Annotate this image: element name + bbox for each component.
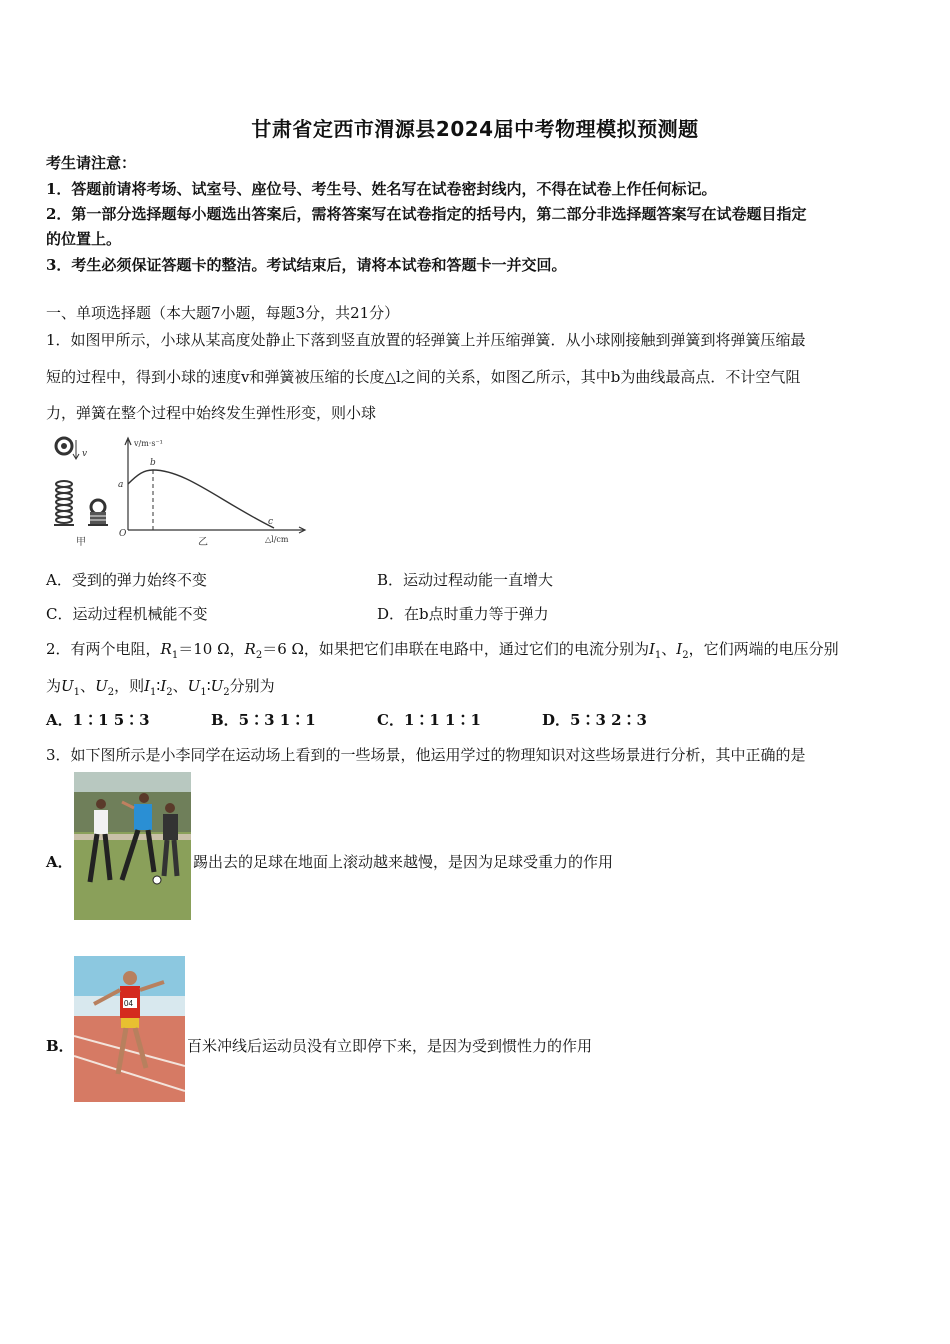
ratio-i2-subscript: 2 (166, 687, 173, 698)
q3-option-a-text[interactable]: 踢出去的足球在地面上滚动越来越慢，是因为足球受重力的作用 (193, 853, 614, 871)
ball-icon (56, 438, 72, 454)
point-a-label: a (118, 480, 124, 490)
q1-figure (46, 432, 316, 552)
ratio-u2-symbol: U (210, 677, 224, 695)
ratio-i1-symbol: I (144, 677, 151, 695)
sprinter-photo (74, 956, 185, 1102)
ratio-i1-subscript: 1 (150, 687, 157, 698)
q2-option-c[interactable]: C．1∶1 1∶1 (377, 711, 481, 729)
r1-subscript: 1 (171, 650, 179, 661)
q2-line2-mid: ，则 (114, 677, 145, 695)
u2-subscript: 2 (107, 687, 115, 698)
figure-yi-caption: 乙 (198, 537, 208, 548)
q3-option-b-label[interactable]: B． (46, 1037, 74, 1055)
notice-item-3: 3．考生必须保证答题卡的整洁。考试结束后，请将本试卷和答题卡一并交回。 (46, 256, 567, 274)
q1-line-3: 力，弹簧在整个过程中始终发生弹性形变，则小球 (46, 404, 377, 422)
q2-prefix: 2．有两个电阻， (46, 640, 161, 658)
soccer-photo (74, 772, 191, 920)
ratio-u1-subscript: 1 (200, 687, 207, 698)
notice-item-1: 1．答题前请将考场、试室号、座位号、考生号、姓名写在试卷密封线内，不得在试卷上作任何标记。 (46, 180, 717, 198)
point-c-label: c (268, 517, 274, 527)
notice-item-2: 2．第一部分选择题每小题选出答案后，需将答案写在试卷指定的括号内，第二部分非选择题答案写在试卷题目指定 (46, 205, 807, 223)
q1-line-2: 短的过程中，得到小球的速度v和弹簧被压缩的长度△l之间的关系，如图乙所示，其中b为曲线最高点．不计空气阻 (46, 368, 801, 386)
q3-option-a-label[interactable]: A． (46, 853, 73, 871)
q3-option-b-text[interactable]: 百米冲线后运动员没有立即停下来，是因为受到惯性力的作用 (187, 1037, 593, 1055)
ratio-u2-subscript: 2 (223, 687, 230, 698)
notice-heading: 考生请注意： (46, 154, 137, 172)
q1-option-d[interactable]: D．在b点时重力等于弹力 (377, 605, 549, 623)
q2-line-1 (46, 638, 839, 661)
r2-value: ＝6 Ω，如果把它们串联在电路中，通过它们的电流分别为 (262, 640, 649, 658)
q2-line2-suffix: 分别为 (229, 677, 275, 695)
q2-option-d[interactable]: D．5∶3 2∶3 (542, 711, 647, 729)
q2-line-2 (46, 675, 275, 698)
q1-option-c[interactable]: C．运动过程机械能不变 (46, 605, 208, 623)
q1-option-b[interactable]: B．运动过程动能一直增大 (377, 571, 554, 589)
ratio-i2-symbol: I (160, 677, 167, 695)
q2-separator-2: 、 (80, 677, 96, 695)
velocity-label: v (82, 449, 88, 459)
i2-subscript: 2 (682, 650, 689, 661)
ratio-colon-2: ∶ (206, 677, 211, 695)
q2-separator-3: 、 (172, 677, 188, 695)
ratio-u1-symbol: U (187, 677, 201, 695)
r1-value: ＝10 Ω， (178, 640, 245, 658)
i1-subscript: 1 (654, 650, 662, 661)
soccer-ball-icon (153, 876, 161, 884)
q2-option-b[interactable]: B．5∶3 1∶1 (211, 711, 316, 729)
velocity-curve (128, 470, 274, 528)
ratio-colon-1: ∶ (156, 677, 161, 695)
point-b-label: b (150, 458, 156, 468)
notice-item-2-cont: 的位置上。 (46, 230, 122, 248)
u1-subscript: 1 (73, 687, 81, 698)
i1-symbol: I (648, 640, 655, 658)
r2-subscript: 2 (255, 650, 263, 661)
compressed-spring-icon (88, 500, 108, 525)
origin-label: O (119, 529, 127, 539)
q1-option-a[interactable]: A．受到的弹力始终不变 (46, 571, 207, 589)
q1-line-1: 1．如图甲所示，小球从某高度处静止下落到竖直放置的轻弹簧上并压缩弹簧．从小球刚接触到弹簧到将弹簧压缩最 (46, 331, 806, 349)
spring-icon (54, 481, 74, 525)
u2-symbol: U (95, 677, 108, 695)
q2-line1-suffix: ，它们两端的电压分别 (688, 640, 839, 658)
q3-stem: 3．如下图所示是小李同学在运动场上看到的一些场景，他运用学过的物理知识对这些场景进行分析，其中正确的是 (46, 746, 806, 764)
bib-number: 04 (124, 999, 133, 1008)
figure-jia-caption: 甲 (76, 537, 86, 548)
q2-line2-prefix: 为 (46, 677, 62, 695)
page-title: 甘肃省定西市渭源县2024届中考物理模拟预测题 (251, 117, 699, 141)
x-axis-label: △l/cm (265, 535, 289, 544)
i2-symbol: I (676, 640, 683, 658)
section-heading: 一、单项选择题（本大题7小题，每题3分，共21分） (46, 304, 400, 322)
q2-option-a[interactable]: A．1∶1 5∶3 (46, 711, 150, 729)
r1-symbol: R (160, 640, 172, 658)
u1-symbol: U (61, 677, 74, 695)
y-axis-label: v/m·s⁻¹ (134, 439, 163, 448)
q2-separator-1: 、 (661, 640, 677, 658)
r2-symbol: R (244, 640, 256, 658)
